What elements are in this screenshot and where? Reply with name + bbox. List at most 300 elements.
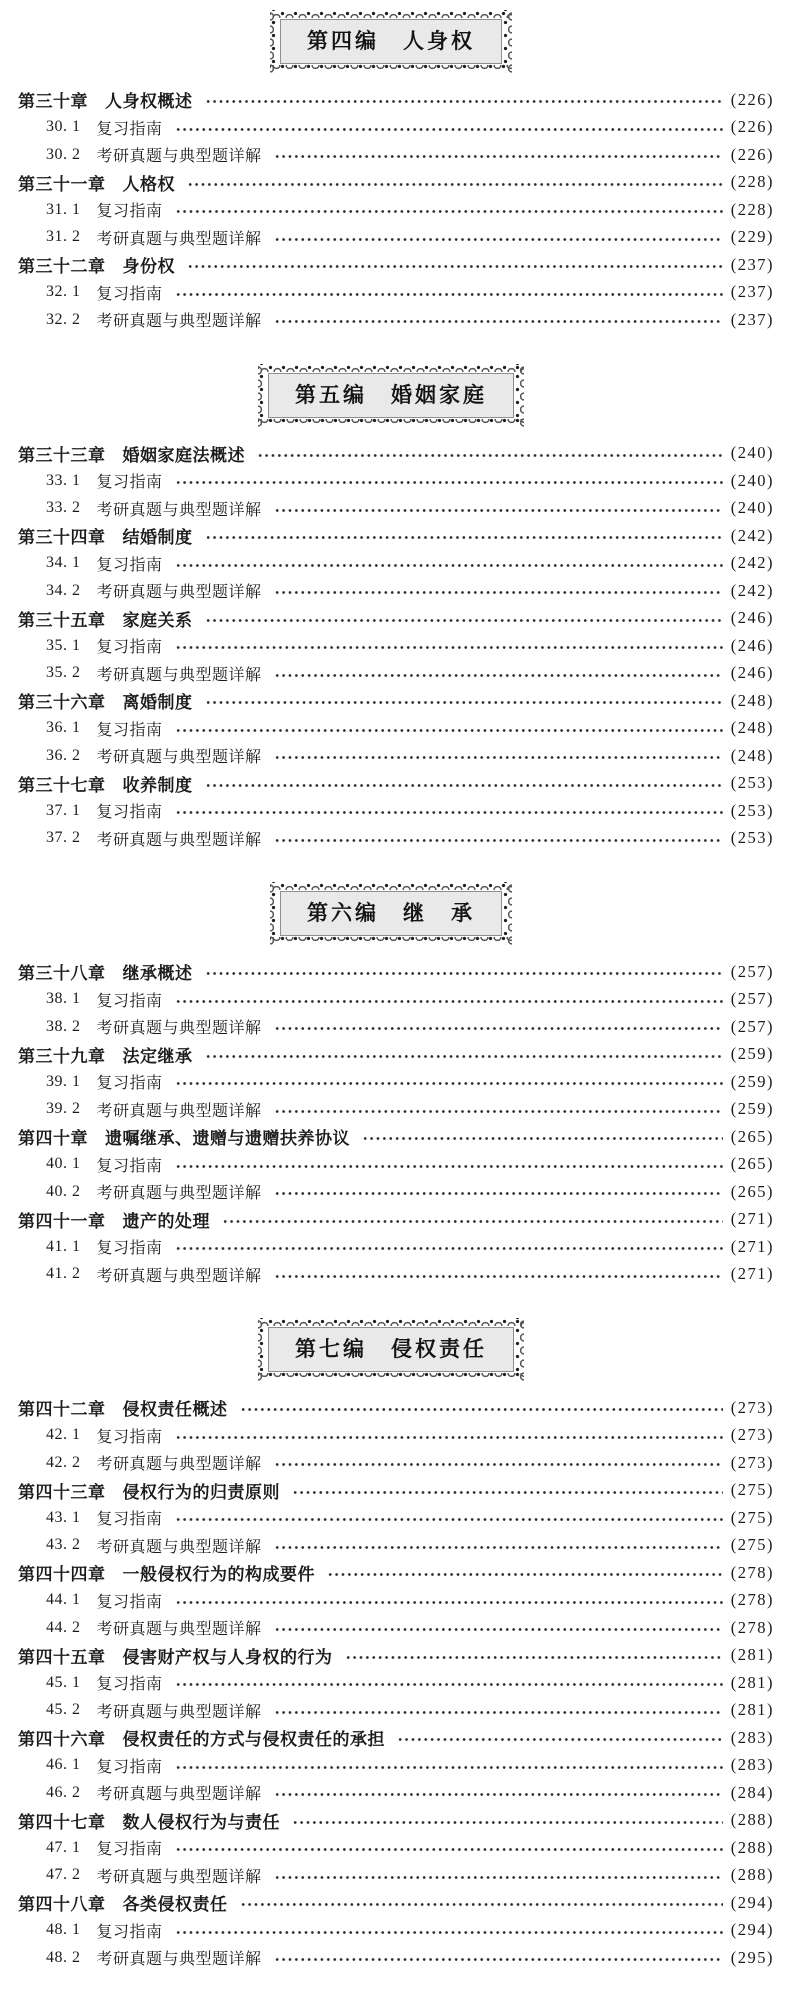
page-number: (240) — [730, 443, 774, 463]
dot-leader — [174, 1081, 723, 1086]
item-label: 考研真题与典型题详解 — [96, 831, 262, 849]
item-label: 考研真题与典型题详解 — [96, 230, 262, 248]
item-label: 复习指南 — [96, 1593, 163, 1611]
dot-leader — [174, 1847, 723, 1852]
toc-item-row — [8, 715, 774, 743]
dot-leader — [174, 999, 723, 1004]
page-number: (295) — [730, 1947, 774, 1967]
page-number: (246) — [730, 635, 774, 655]
chapter-title: 遗嘱继承、遗赠与遗赠扶养协议 — [105, 1129, 350, 1149]
item-label: 复习指南 — [96, 804, 163, 822]
item-label: 考研真题与典型题详解 — [96, 1185, 262, 1203]
dot-leader — [273, 755, 723, 760]
toc-item-row — [8, 825, 774, 853]
dot-leader — [221, 1219, 723, 1224]
chapter-number: 第三十二章 — [18, 257, 106, 277]
part-badge-ornament — [270, 10, 512, 73]
dot-leader — [174, 292, 723, 297]
toc-chapter-row — [8, 1724, 774, 1752]
chapter-title: 侵权责任概述 — [122, 1400, 228, 1420]
toc-item-row — [8, 1779, 774, 1807]
page-number: (278) — [730, 1562, 774, 1582]
chapter-number: 第三十六章 — [18, 693, 106, 713]
dot-leader — [396, 1737, 723, 1742]
item-label: 复习指南 — [96, 1428, 163, 1446]
item-label: 考研真题与典型题详解 — [96, 313, 262, 331]
dot-leader — [273, 673, 723, 678]
item-number: 33. 1 — [46, 471, 81, 489]
chapter-title: 各类侵权责任 — [122, 1895, 228, 1915]
dot-leader — [273, 590, 723, 595]
dot-leader — [239, 1407, 723, 1412]
item-label: 考研真题与典型题详解 — [96, 1020, 262, 1038]
part-number: 第七编 — [295, 1338, 367, 1361]
toc-item-row — [8, 467, 774, 495]
item-number: 44. 1 — [46, 1591, 81, 1609]
part-badge-ornament — [270, 882, 512, 945]
item-number: 38. 2 — [46, 1017, 81, 1035]
page-number: (240) — [730, 498, 774, 518]
item-number: 36. 1 — [46, 719, 81, 737]
toc-item-row — [8, 742, 774, 770]
toc-item-row — [8, 1587, 774, 1615]
item-label: 复习指南 — [96, 992, 163, 1010]
item-number: 40. 2 — [46, 1182, 81, 1200]
chapter-number: 第三十五章 — [18, 610, 106, 630]
dot-leader — [174, 1246, 723, 1251]
part-number: 第五编 — [295, 383, 367, 407]
page-number: (273) — [730, 1452, 774, 1472]
dot-leader — [273, 1627, 723, 1632]
chapter-number: 第四十八章 — [18, 1895, 106, 1915]
page-number: (278) — [730, 1590, 774, 1610]
item-number: 43. 1 — [46, 1508, 81, 1526]
item-label: 考研真题与典型题详解 — [96, 1456, 262, 1474]
page-number: (278) — [730, 1617, 774, 1637]
dot-leader — [273, 154, 723, 159]
dot-leader — [273, 1274, 723, 1279]
toc-item-row — [8, 1151, 774, 1179]
dot-leader — [326, 1572, 723, 1577]
item-number: 32. 1 — [46, 283, 81, 301]
item-number: 31. 2 — [46, 228, 81, 246]
item-label: 复习指南 — [96, 474, 163, 492]
page-number: (259) — [730, 1099, 774, 1119]
toc-chapter-row — [8, 440, 774, 468]
item-label: 考研真题与典型题详解 — [96, 1102, 262, 1120]
page-number: (281) — [730, 1700, 774, 1720]
item-label: 考研真题与典型题详解 — [96, 584, 262, 602]
dot-leader — [174, 1164, 723, 1169]
toc-chapter-row — [8, 522, 774, 550]
chapter-title: 数人侵权行为与责任 — [122, 1812, 280, 1832]
page-number: (259) — [730, 1071, 774, 1091]
toc-chapter-row — [8, 687, 774, 715]
toc-chapter-row — [8, 1394, 774, 1422]
toc-item-row — [8, 1504, 774, 1532]
item-label: 考研真题与典型题详解 — [96, 1951, 262, 1969]
dot-leader — [174, 1930, 723, 1935]
part-badge-wrap — [8, 882, 774, 945]
item-number: 41. 2 — [46, 1265, 81, 1283]
page-number: (242) — [730, 525, 774, 545]
item-label: 考研真题与典型题详解 — [96, 749, 262, 767]
chapter-number: 第三十三章 — [18, 445, 106, 465]
section-list — [8, 1394, 774, 1972]
toc-section — [8, 364, 774, 853]
page-number: (275) — [730, 1535, 774, 1555]
toc-item-row — [8, 1178, 774, 1206]
page-number: (284) — [730, 1782, 774, 1802]
page-number: (271) — [730, 1264, 774, 1284]
item-number: 45. 2 — [46, 1701, 81, 1719]
dot-leader — [273, 1026, 723, 1031]
item-label: 复习指南 — [96, 203, 163, 221]
item-label: 复习指南 — [96, 1923, 163, 1941]
dot-leader — [239, 1902, 723, 1907]
chapter-title: 侵权行为的归责原则 — [122, 1482, 280, 1502]
page-number: (248) — [730, 745, 774, 765]
page-number: (265) — [730, 1154, 774, 1174]
item-label: 复习指南 — [96, 1758, 163, 1776]
chapter-title: 遗产的处理 — [122, 1211, 210, 1231]
page-number: (283) — [730, 1755, 774, 1775]
chapter-number: 第四十七章 — [18, 1812, 106, 1832]
dot-leader — [174, 1765, 723, 1770]
dot-leader — [204, 971, 723, 976]
dot-leader — [273, 1191, 723, 1196]
dot-leader — [174, 645, 723, 650]
item-number: 30. 2 — [46, 145, 81, 163]
toc-item-row — [8, 1669, 774, 1697]
dot-leader — [204, 618, 723, 623]
chapter-title: 婚姻家庭法概述 — [122, 445, 245, 465]
item-label: 复习指南 — [96, 1157, 163, 1175]
item-number: 39. 2 — [46, 1100, 81, 1118]
page-number: (253) — [730, 828, 774, 848]
toc-item-row — [8, 577, 774, 605]
chapter-title: 侵权责任的方式与侵权责任的承担 — [122, 1730, 385, 1750]
part-title: 婚姻家庭 — [391, 383, 487, 407]
dot-leader — [174, 1600, 723, 1605]
item-label: 复习指南 — [96, 1511, 163, 1529]
item-number: 34. 2 — [46, 581, 81, 599]
item-label: 复习指南 — [96, 721, 163, 739]
dot-leader — [204, 783, 723, 788]
item-number: 32. 2 — [46, 310, 81, 328]
toc-item-row — [8, 1862, 774, 1890]
toc-section — [8, 1318, 774, 1972]
item-number: 36. 2 — [46, 746, 81, 764]
item-label: 考研真题与典型题详解 — [96, 1703, 262, 1721]
toc-chapter-row — [8, 1559, 774, 1587]
toc-item-row — [8, 1944, 774, 1972]
dot-leader — [273, 1875, 723, 1880]
item-label: 考研真题与典型题详解 — [96, 1621, 262, 1639]
item-number: 37. 2 — [46, 829, 81, 847]
part-title: 继 承 — [403, 902, 475, 925]
dot-leader — [273, 237, 723, 242]
chapter-title: 一般侵权行为的构成要件 — [122, 1565, 315, 1585]
chapter-title: 家庭关系 — [122, 610, 193, 630]
part-badge — [268, 1327, 514, 1372]
dot-leader — [273, 838, 723, 843]
dot-leader — [174, 1682, 723, 1687]
toc-item-row — [8, 1261, 774, 1289]
dot-leader — [344, 1655, 723, 1660]
page-number: (288) — [730, 1810, 774, 1830]
dot-leader — [256, 453, 723, 458]
page-number: (283) — [730, 1727, 774, 1747]
item-number: 42. 1 — [46, 1426, 81, 1444]
toc-chapter-row — [8, 1206, 774, 1234]
part-badge-wrap — [8, 364, 774, 427]
toc-item-row — [8, 114, 774, 142]
item-label: 复习指南 — [96, 1240, 163, 1258]
toc-item-row — [8, 1422, 774, 1450]
toc-chapter-row — [8, 1807, 774, 1835]
item-label: 考研真题与典型题详解 — [96, 501, 262, 519]
dot-leader — [186, 182, 723, 187]
dot-leader — [174, 810, 723, 815]
toc-item-row — [8, 550, 774, 578]
page-number: (273) — [730, 1425, 774, 1445]
dot-leader — [273, 1792, 723, 1797]
item-number: 47. 2 — [46, 1866, 81, 1884]
page-number: (271) — [730, 1236, 774, 1256]
page-number: (240) — [730, 470, 774, 490]
page-number: (246) — [730, 663, 774, 683]
dot-leader — [273, 1109, 723, 1114]
page-number: (248) — [730, 718, 774, 738]
toc-item-row — [8, 279, 774, 307]
chapter-title: 身份权 — [122, 257, 175, 277]
dot-leader — [174, 563, 723, 568]
page-number: (271) — [730, 1209, 774, 1229]
toc-chapter-row — [8, 1889, 774, 1917]
item-label: 考研真题与典型题详解 — [96, 1786, 262, 1804]
toc-item-row — [8, 986, 774, 1014]
dot-leader — [273, 1710, 723, 1715]
toc-item-row — [8, 224, 774, 252]
dot-leader — [174, 127, 723, 132]
page-number: (226) — [730, 117, 774, 137]
item-number: 42. 2 — [46, 1453, 81, 1471]
page-number: (237) — [730, 309, 774, 329]
chapter-number: 第四十五章 — [18, 1647, 106, 1667]
chapter-title: 法定继承 — [122, 1046, 193, 1066]
part-badge-ornament — [258, 1318, 524, 1381]
toc-item-row — [8, 660, 774, 688]
page-number: (246) — [730, 608, 774, 628]
toc-chapter-row — [8, 958, 774, 986]
chapter-title: 侵害财产权与人身权的行为 — [122, 1647, 333, 1667]
toc-section — [8, 882, 774, 1288]
dot-leader — [174, 1517, 723, 1522]
item-number: 41. 1 — [46, 1237, 81, 1255]
part-badge — [280, 19, 502, 64]
dot-leader — [174, 480, 723, 485]
part-badge-wrap — [8, 10, 774, 73]
part-badge — [268, 373, 514, 418]
section-list — [8, 86, 774, 334]
chapter-number: 第三十七章 — [18, 775, 106, 795]
chapter-number: 第四十六章 — [18, 1730, 106, 1750]
part-badge-wrap — [8, 1318, 774, 1381]
dot-leader — [273, 1957, 723, 1962]
chapter-number: 第三十四章 — [18, 528, 106, 548]
chapter-number: 第四十四章 — [18, 1565, 106, 1585]
chapter-title: 收养制度 — [122, 775, 193, 795]
item-number: 43. 2 — [46, 1536, 81, 1554]
page-number: (242) — [730, 580, 774, 600]
item-number: 40. 1 — [46, 1155, 81, 1173]
page-number: (228) — [730, 199, 774, 219]
page-number: (259) — [730, 1044, 774, 1064]
page-number: (226) — [730, 144, 774, 164]
toc-item-row — [8, 1532, 774, 1560]
toc-chapter-row — [8, 1123, 774, 1151]
toc-item-row — [8, 1068, 774, 1096]
item-number: 46. 2 — [46, 1783, 81, 1801]
page-number: (281) — [730, 1672, 774, 1692]
toc-item-row — [8, 1697, 774, 1725]
dot-leader — [186, 264, 723, 269]
chapter-number: 第四十二章 — [18, 1400, 106, 1420]
page-number: (237) — [730, 282, 774, 302]
item-label: 复习指南 — [96, 1841, 163, 1859]
item-label: 复习指南 — [96, 639, 163, 657]
page-number: (288) — [730, 1837, 774, 1857]
chapter-title: 人身权概述 — [105, 92, 193, 112]
item-number: 31. 1 — [46, 200, 81, 218]
item-label: 复习指南 — [96, 1075, 163, 1093]
toc-item-row — [8, 495, 774, 523]
item-number: 35. 1 — [46, 636, 81, 654]
page-number: (229) — [730, 227, 774, 247]
item-number: 39. 1 — [46, 1072, 81, 1090]
page-number: (288) — [730, 1865, 774, 1885]
item-number: 48. 2 — [46, 1948, 81, 1966]
page-number: (248) — [730, 690, 774, 710]
toc-item-row — [8, 797, 774, 825]
toc-item-row — [8, 141, 774, 169]
chapter-title: 人格权 — [122, 174, 175, 194]
part-badge-ornament — [258, 364, 524, 427]
page-number: (253) — [730, 773, 774, 793]
toc-chapter-row — [8, 1477, 774, 1505]
dot-leader — [273, 319, 723, 324]
page-number: (242) — [730, 553, 774, 573]
part-number: 第四编 — [307, 30, 379, 53]
chapter-number: 第三十八章 — [18, 964, 106, 984]
chapter-number: 第四十章 — [18, 1129, 88, 1149]
chapter-number: 第三十九章 — [18, 1046, 106, 1066]
page-number: (294) — [730, 1920, 774, 1940]
chapter-number: 第三十一章 — [18, 174, 106, 194]
chapter-title: 结婚制度 — [122, 528, 193, 548]
section-list — [8, 958, 774, 1288]
item-number: 35. 2 — [46, 664, 81, 682]
chapter-number: 第三十章 — [18, 92, 88, 112]
item-label: 考研真题与典型题详解 — [96, 1538, 262, 1556]
toc-chapter-row — [8, 770, 774, 798]
page-number: (265) — [730, 1126, 774, 1146]
toc-chapter-row — [8, 251, 774, 279]
item-label: 复习指南 — [96, 1676, 163, 1694]
toc-chapter-row — [8, 86, 774, 114]
page-number: (253) — [730, 800, 774, 820]
dot-leader — [273, 1462, 723, 1467]
page-number: (281) — [730, 1645, 774, 1665]
part-number: 第六编 — [307, 902, 379, 925]
toc-item-row — [8, 306, 774, 334]
chapter-number: 第四十三章 — [18, 1482, 106, 1502]
page-number: (273) — [730, 1397, 774, 1417]
item-label: 复习指南 — [96, 285, 163, 303]
chapter-title: 继承概述 — [122, 964, 193, 984]
page-number: (237) — [730, 254, 774, 274]
chapter-title: 离婚制度 — [122, 693, 193, 713]
item-label: 考研真题与典型题详解 — [96, 148, 262, 166]
part-title: 侵权责任 — [391, 1338, 487, 1361]
toc-item-row — [8, 1449, 774, 1477]
page-number: (228) — [730, 172, 774, 192]
page-number: (257) — [730, 1016, 774, 1036]
item-label: 考研真题与典型题详解 — [96, 666, 262, 684]
toc-item-row — [8, 1614, 774, 1642]
dot-leader — [204, 700, 723, 705]
toc-item-row — [8, 1096, 774, 1124]
item-number: 46. 1 — [46, 1756, 81, 1774]
dot-leader — [204, 535, 723, 540]
toc-item-row — [8, 1233, 774, 1261]
toc-chapter-row — [8, 169, 774, 197]
dot-leader — [204, 1054, 723, 1059]
dot-leader — [204, 99, 723, 104]
item-number: 47. 1 — [46, 1838, 81, 1856]
item-number: 33. 2 — [46, 499, 81, 517]
item-number: 38. 1 — [46, 990, 81, 1008]
item-label: 复习指南 — [96, 556, 163, 574]
item-number: 48. 1 — [46, 1921, 81, 1939]
section-list — [8, 440, 774, 853]
item-number: 34. 1 — [46, 554, 81, 572]
item-number: 44. 2 — [46, 1618, 81, 1636]
page-number: (257) — [730, 989, 774, 1009]
dot-leader — [174, 1435, 723, 1440]
dot-leader — [291, 1490, 723, 1495]
part-badge — [280, 891, 502, 936]
toc-item-row — [8, 1752, 774, 1780]
toc-item-row — [8, 1917, 774, 1945]
toc-item-row — [8, 632, 774, 660]
item-label: 复习指南 — [96, 120, 163, 138]
dot-leader — [291, 1820, 723, 1825]
dot-leader — [174, 209, 723, 214]
dot-leader — [273, 1545, 723, 1550]
toc-item-row — [8, 196, 774, 224]
item-label: 考研真题与典型题详解 — [96, 1868, 262, 1886]
toc-chapter-row — [8, 1642, 774, 1670]
dot-leader — [273, 508, 723, 513]
part-title: 人身权 — [403, 30, 475, 53]
item-label: 考研真题与典型题详解 — [96, 1267, 262, 1285]
dot-leader — [361, 1136, 723, 1141]
page-number: (226) — [730, 89, 774, 109]
item-number: 30. 1 — [46, 118, 81, 136]
page-number: (275) — [730, 1480, 774, 1500]
